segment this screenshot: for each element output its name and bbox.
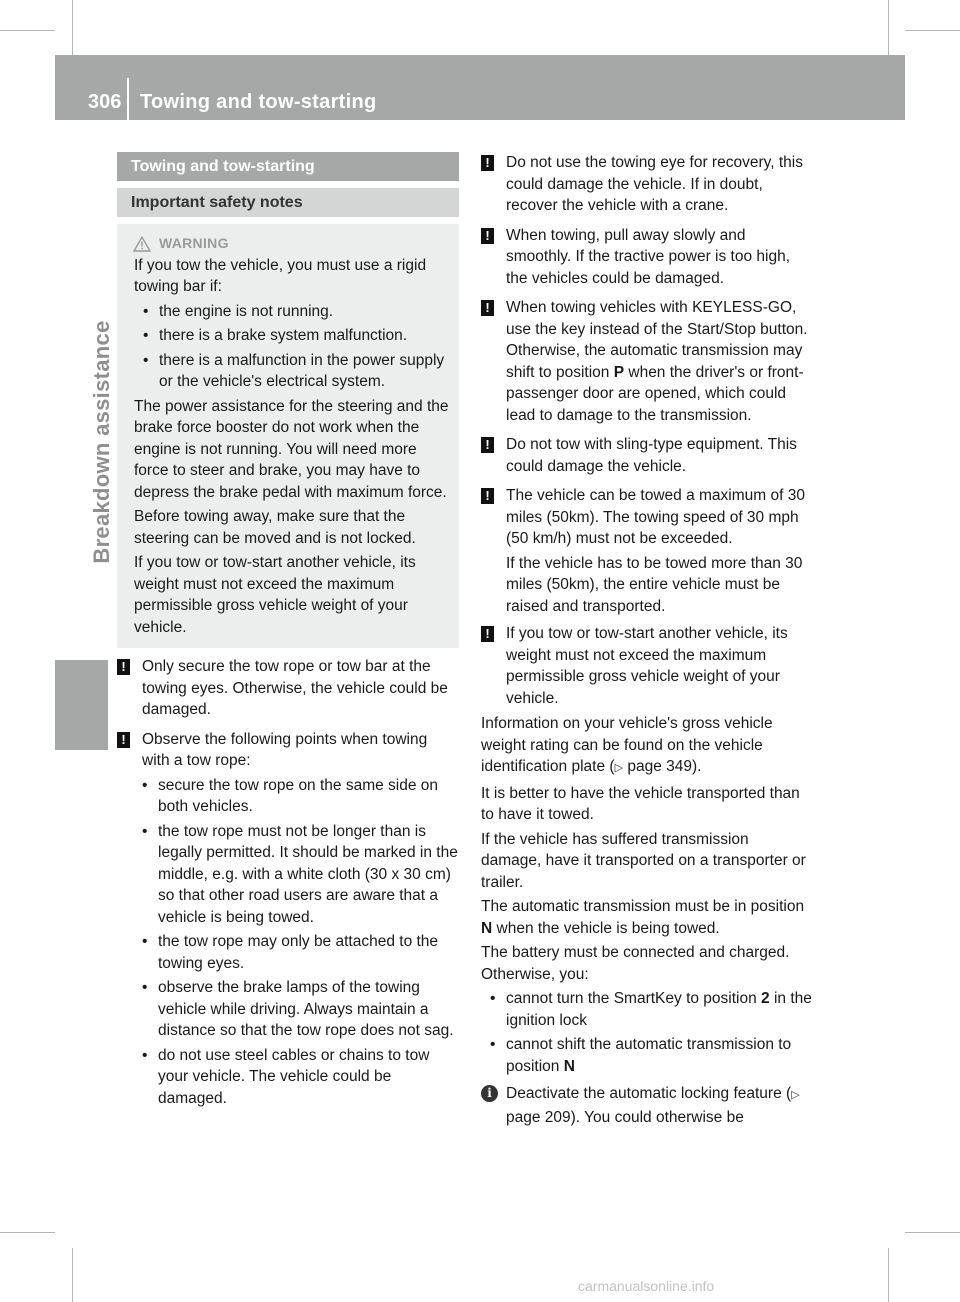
key-position: 2 (761, 990, 770, 1007)
note (481, 225, 813, 290)
paragraph (481, 713, 813, 780)
note-text: Only secure the tow rope or tow bar at the towing eyes. Otherwise, the vehicle could be damaged. (142, 658, 448, 718)
paragraph-text: when the vehicle is being towed. (496, 919, 720, 937)
list-item (481, 988, 813, 1031)
list-item: • there is a brake system malfunction. (134, 325, 451, 347)
gear-position: N (563, 1057, 575, 1075)
battery-list (481, 988, 813, 1077)
note (117, 656, 459, 721)
crop-mark (0, 1232, 55, 1233)
list-item: • there is a malfunction in the power supply or the vehicle's electrical system. (134, 350, 451, 393)
watermark: carmanualsonline.info (578, 1278, 715, 1294)
note-list (142, 775, 459, 1110)
crop-mark (72, 0, 73, 55)
crop-mark (905, 1232, 960, 1233)
chapter-title: Towing and tow-starting (140, 91, 377, 113)
list-item: • observe the brake lamps of the towing vehicle while driving. Always maintain a distance so that the tow rope does not sag. (142, 977, 459, 1042)
page-reference[interactable]: page 349). (627, 758, 702, 775)
page-arrow-icon: ▷ (614, 762, 624, 774)
side-tab-title: Breakdown assistance (89, 320, 114, 564)
warning-label: WARNING (159, 235, 229, 251)
info-text: Deactivate the automatic locking feature ( (506, 1085, 792, 1102)
list-item: • do not use steel cables or chains to tow your vehicle. The vehicle could be damaged. (142, 1045, 459, 1110)
header-divider (127, 78, 129, 120)
note-text: If you tow or tow-start another vehicle, its weight must not exceed the maximum permissible gross vehicle weight of your vehicle. (506, 625, 788, 707)
crop-mark (72, 1248, 73, 1302)
note-text: Do not use the towing eye for recovery, this could damage the vehicle. If in doubt, recover the vehicle with a crane. (506, 154, 803, 214)
note-text: Do not tow with sling-type equipment. This could damage the vehicle. (506, 436, 797, 475)
paragraph-text: Information on your vehicle's gross vehicle weight rating can be found on the vehicle identification plate ( (481, 715, 773, 775)
page-arrow-icon: ▷ (791, 1089, 800, 1101)
list-item: • the tow rope may only be attached to the towing eyes. (142, 931, 459, 974)
warning-text: If you tow the vehicle, you must use a rigid towing bar if: (134, 256, 427, 295)
list-item: • the tow rope must not be longer than is legally permitted. It should be marked in the middle, e.g. with a white cloth (30 x 30 cm) so that other road users are aware that a vehicle is being towed. (142, 821, 459, 929)
note (481, 297, 813, 426)
side-tab-marker (55, 660, 108, 750)
left-column (117, 152, 459, 1112)
note (481, 485, 813, 617)
exclamation-icon: ! (481, 437, 494, 453)
note-text: If the vehicle has to be towed more than 30 miles (50km), the entire vehicle must be raised and transported. (506, 554, 803, 615)
paragraph: It is better to have the vehicle transported than to have it towed. (481, 784, 800, 823)
warning-list (134, 301, 451, 393)
warning-text: If you tow or tow-start another vehicle, its weight must not exceed the maximum permissible gross vehicle weight of your vehicle. (134, 554, 416, 636)
crop-mark (888, 0, 889, 55)
note-text: When towing, pull away slowly and smoothly. If the tractive power is too high, the vehicles could be damaged. (506, 226, 791, 287)
crop-mark (0, 30, 55, 31)
exclamation-icon: ! (481, 626, 494, 642)
info-note (481, 1083, 813, 1128)
paragraph-text: The automatic transmission must be in position (481, 898, 805, 915)
paragraph: The battery must be connected and charged. Otherwise, you: (481, 944, 790, 983)
crop-mark (888, 1248, 889, 1302)
note (117, 729, 459, 1110)
note-text: when the driver's or front-passenger door are opened, which could lead to damage to the transmission. (506, 363, 804, 424)
subsection-title: Important safety notes (117, 188, 459, 217)
note-text: Observe the following points when towing with a tow rope: (142, 730, 428, 769)
gear-position: N (481, 919, 493, 937)
list-item: • the engine is not running. (134, 301, 451, 323)
list-item: • secure the tow rope on the same side on both vehicles. (142, 775, 459, 818)
list-item-text: in the ignition lock (506, 990, 812, 1029)
warning-header (133, 233, 451, 255)
warning-box (117, 224, 459, 648)
list-item-text: cannot turn the SmartKey to position (506, 990, 757, 1007)
gear-position: P (613, 363, 625, 381)
paragraph: If the vehicle has suffered transmission damage, have it transported on a transporter or trailer. (481, 830, 806, 891)
warning-text: The power assistance for the steering and the brake force booster do not work when the engine is not running. You will need more force to steer and brake, you may have to depress the brake pedal with maximum force. (134, 397, 449, 501)
note (481, 623, 813, 709)
note-text: The vehicle can be towed a maximum of 30 miles (50km). The towing speed of 30 mph (50 km/h) must not be exceeded. (506, 487, 805, 547)
note (481, 434, 813, 477)
exclamation-icon: ! (117, 732, 130, 748)
section-title: Towing and tow-starting (117, 152, 459, 181)
list-item (481, 1034, 813, 1077)
page-number: 306 (88, 91, 122, 113)
note-text: When towing vehicles with KEYLESS-GO, use the key instead of the Start/Stop button. Otherwise, the automatic transmission may shift to position (506, 299, 808, 381)
exclamation-icon: ! (481, 300, 494, 316)
right-column (481, 152, 813, 1128)
info-icon: i (481, 1085, 498, 1102)
note (481, 152, 813, 217)
warning-triangle-icon (133, 236, 151, 252)
page-reference[interactable]: page 209). You could otherwise be (506, 1108, 744, 1126)
crop-mark (905, 30, 960, 31)
exclamation-icon: ! (481, 488, 494, 504)
list-item-text: cannot shift the automatic transmission to position (506, 1036, 792, 1075)
paragraph (481, 896, 813, 939)
exclamation-icon: ! (481, 155, 494, 171)
exclamation-icon: ! (117, 659, 130, 675)
warning-text: Before towing away, make sure that the steering can be moved and is not locked. (134, 508, 416, 547)
exclamation-icon: ! (481, 228, 494, 244)
